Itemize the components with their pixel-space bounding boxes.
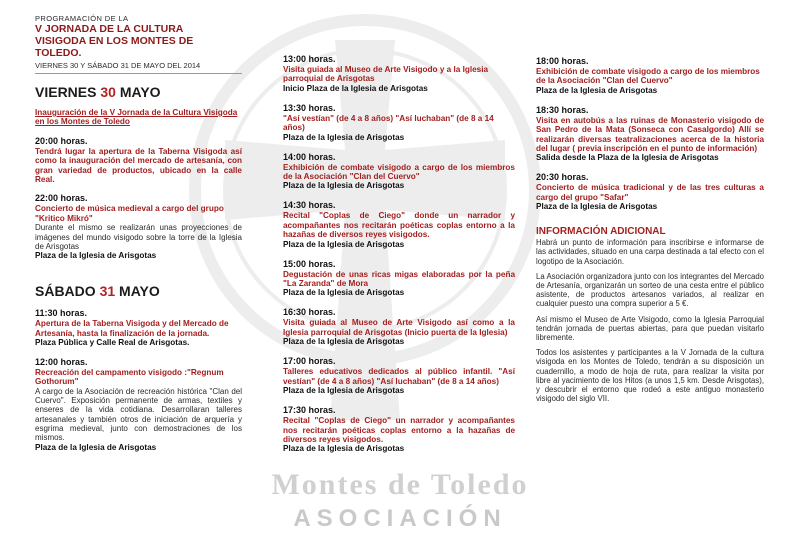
event-place: Plaza de la Iglesia de Arisgotas	[283, 288, 405, 298]
event-time: 15:00 horas.	[283, 258, 336, 269]
column-left	[35, 0, 242, 453]
event-middle-7	[283, 356, 515, 396]
event-time: 13:30 horas.	[283, 102, 336, 113]
info-paragraph: Así mismo el Museo de Arte Visigodo, como la Iglesia Parroquial tendrán jornada de puertas abiertas, para que puedan visitarlo libremente.	[536, 314, 764, 343]
date-line: VIERNES 30 Y SÁBADO 31 DE MAYO DEL 2014	[35, 61, 201, 70]
event-time: 12:00 horas.	[35, 356, 88, 367]
info-body	[536, 238, 764, 403]
column-right	[536, 48, 764, 410]
event-title: Recital "Coplas de Ciego" un narrador y acompañantes nos recitarán poéticas coplas entorno a la hazañas de diversos reyes visigodos.	[283, 416, 515, 444]
event-description: Durante el mismo se realizarán unas proyecciones de imágenes del mundo visigodo sobre la torre de la Iglesia de Arisgotas	[35, 223, 242, 251]
event-time: 11:30 horas.	[35, 308, 88, 319]
event-place: Plaza de la Iglesia de Arisgotas	[283, 132, 405, 142]
event-title: Talleres educativos dedicados al público infantil. "Así vestían" (de 4 a 8 años) "Así luchaban" (de 8 a 14 años)	[283, 367, 515, 386]
event-time: 16:30 horas.	[283, 307, 336, 318]
event-place: Plaza de la Iglesia de Arisgotas	[35, 251, 157, 261]
friday-weekday: VIERNES	[35, 84, 97, 100]
event-middle-8	[283, 405, 515, 454]
event-right-1	[536, 56, 764, 96]
event-time: 18:00 horas.	[536, 56, 589, 66]
event-middle-6	[283, 307, 515, 347]
divider	[35, 73, 242, 74]
program-label: PROGRAMACIÓN DE LA	[35, 14, 129, 23]
event-right-3	[536, 172, 764, 212]
event-time: 14:30 horas.	[283, 200, 336, 211]
saturday-heading	[35, 283, 242, 299]
event-place: Plaza de la Iglesia de Arisgotas	[283, 239, 405, 249]
event-title: Recreación del campamento visigodo :"Regnum Gothorum"	[35, 367, 224, 387]
watermark-line2: ASOCIACIÓN	[293, 505, 507, 532]
event-place: Inicio Plaza de la Iglesia de Arisgotas	[283, 83, 428, 93]
event-title: Apertura de la Taberna Visigoda y del Mercado de Artesanía, hasta la finalización de la jornada.	[35, 319, 229, 338]
friday-day: 30	[100, 84, 116, 100]
event-title: Concierto de música tradicional y de las tres culturas a cargo del grupo "Safar"	[536, 183, 764, 202]
watermark-line1: Montes de Toledo	[271, 468, 529, 501]
event-title: Concierto de música medieval a cargo del grupo "Kritico Mikró"	[35, 204, 224, 223]
event-friday-1	[35, 136, 242, 185]
event-title: Tendrá lugar la apertura de la Taberna Visigoda así como la inauguración del mercado de artesanía, con gran variedad de productos, ubicado en la calle Real.	[35, 146, 242, 185]
event-friday-2	[35, 193, 242, 261]
event-place: Salida desde la Plaza de la Iglesia de Arisgotas	[536, 153, 719, 163]
column-middle	[283, 46, 515, 454]
saturday-month: MAYO	[119, 283, 160, 300]
event-time: 22:00 horas.	[35, 193, 88, 204]
inauguration-text: Inauguración de la V Jornada de la Cultura Visigoda en los Montes de Toledo	[35, 108, 238, 127]
saturday-weekday: SÁBADO	[35, 283, 96, 300]
info-title: INFORMACIÓN ADICIONAL	[536, 226, 666, 238]
saturday-day: 31	[99, 283, 116, 300]
event-place: Plaza Pública y Calle Real de Arisgotas.	[35, 337, 190, 347]
event-time: 20:00 horas.	[35, 135, 88, 146]
info-paragraph: La Asociación organizadora junto con los integrantes del Mercado de Artesanía, organizarán un sorteo de una cesta entre el público asistente, de productos artesanos variados, al realizar en cualquier puesto una compra superior a 5 €.	[536, 271, 764, 309]
event-right-2	[536, 105, 764, 164]
event-time: 14:00 horas.	[283, 151, 336, 162]
event-place: Plaza de la Iglesia de Arisgotas	[536, 202, 658, 212]
event-place: Plaza de la Iglesia de Arisgotas	[283, 386, 405, 396]
event-place: Plaza de la Iglesia de Arisgotas	[283, 181, 405, 191]
event-description: A cargo de la Asociación de recreación histórica "Clan del Cuervo". Exposición permanente de armas, textiles y enseres de la vida cotidiana. Desarrollaran talleres artesanales y también otros de iniciación de arquería y esgrima medieval, junto con demostraciones de los mismos.	[35, 386, 242, 443]
friday-month: MAYO	[119, 84, 161, 100]
event-title: Exhibición de combate visigodo a cargo de los miembros de la Asociación "Clan del Cuervo"	[536, 67, 760, 86]
event-place: Plaza de la Iglesia de Arisgotas	[536, 85, 658, 95]
event-middle-5	[283, 259, 515, 299]
event-middle-1	[283, 54, 515, 94]
event-title: Visita guiada al Museo de Arte Visigodo así como a la Iglesia parroquial de Arisgotas (Inicio puerta de la Iglesia)	[283, 318, 515, 337]
event-middle-4	[283, 200, 515, 249]
event-saturday-1	[35, 308, 242, 348]
friday-heading	[35, 84, 242, 100]
event-time: 18:30 horas.	[536, 104, 589, 115]
event-middle-2	[283, 103, 515, 143]
event-title: Degustación de unas ricas migas elaboradas por la peña "La Zaranda" de Mora	[283, 269, 515, 289]
event-saturday-2	[35, 357, 242, 453]
event-time: 20:30 horas.	[536, 172, 589, 183]
event-title: Visita guiada al Museo de Arte Visigodo y a la Iglesia parroquial de Arisgotas	[283, 65, 489, 84]
event-place: Plaza de la Iglesia de Arisgotas	[35, 442, 157, 452]
info-paragraph: Todos los asistentes y participantes a la V Jornada de la cultura visigoda en los Montes de Toledo, tendrán a su disposición un cuadernillo, a modo de hoja de ruta, para realizar la visita por libre al yacimiento de los Hitos (a unos 1,5 km. Desde Arisgotas), y descubrir el entorno que rodeó a este antiguo monasterio visigodo del siglo VII.	[536, 348, 764, 404]
event-time: 17:30 horas.	[283, 405, 336, 416]
event-middle-3	[283, 152, 515, 192]
event-title: "Así vestían" (de 4 a 8 años) "Así luchaban" (de 8 a 14 años)	[283, 113, 494, 133]
title-line1: V JORNADA DE LA CULTURA	[35, 23, 184, 35]
event-place: Plaza de la Iglesia de Arisgotas	[283, 337, 405, 347]
event-title: Visita en autobús a las ruinas de Monasterio visigodo de San Pedro de la Mata (Sonseca con Casalgordo) Allí se realizarán diversas teatralizaciones acerca de la historia del lugar ( previa inscripción en el punto de información)	[536, 115, 764, 154]
event-time: 13:00 horas.	[283, 54, 336, 64]
event-place: Plaza de la Iglesia de Arisgotas	[283, 444, 405, 454]
event-title: Recital "Coplas de Ciego" donde un narrador y acompañantes nos recitarán poéticas coplas entorno a la hazañas de diversos reyes visigodos.	[283, 211, 515, 240]
event-title: Exhibición de combate visigodo a cargo de los miembros de la Asociación "Clan del Cuervo"	[283, 162, 515, 182]
event-time: 17:00 horas.	[283, 356, 336, 367]
title-line2: VISIGODA EN LOS MONTES DE TOLEDO.	[35, 35, 194, 59]
info-paragraph: Habrá un punto de información para inscribirse e informarse de las actividades, situado en una carpa destinada a tal efecto con el logotipo de la Asociación.	[536, 238, 764, 266]
